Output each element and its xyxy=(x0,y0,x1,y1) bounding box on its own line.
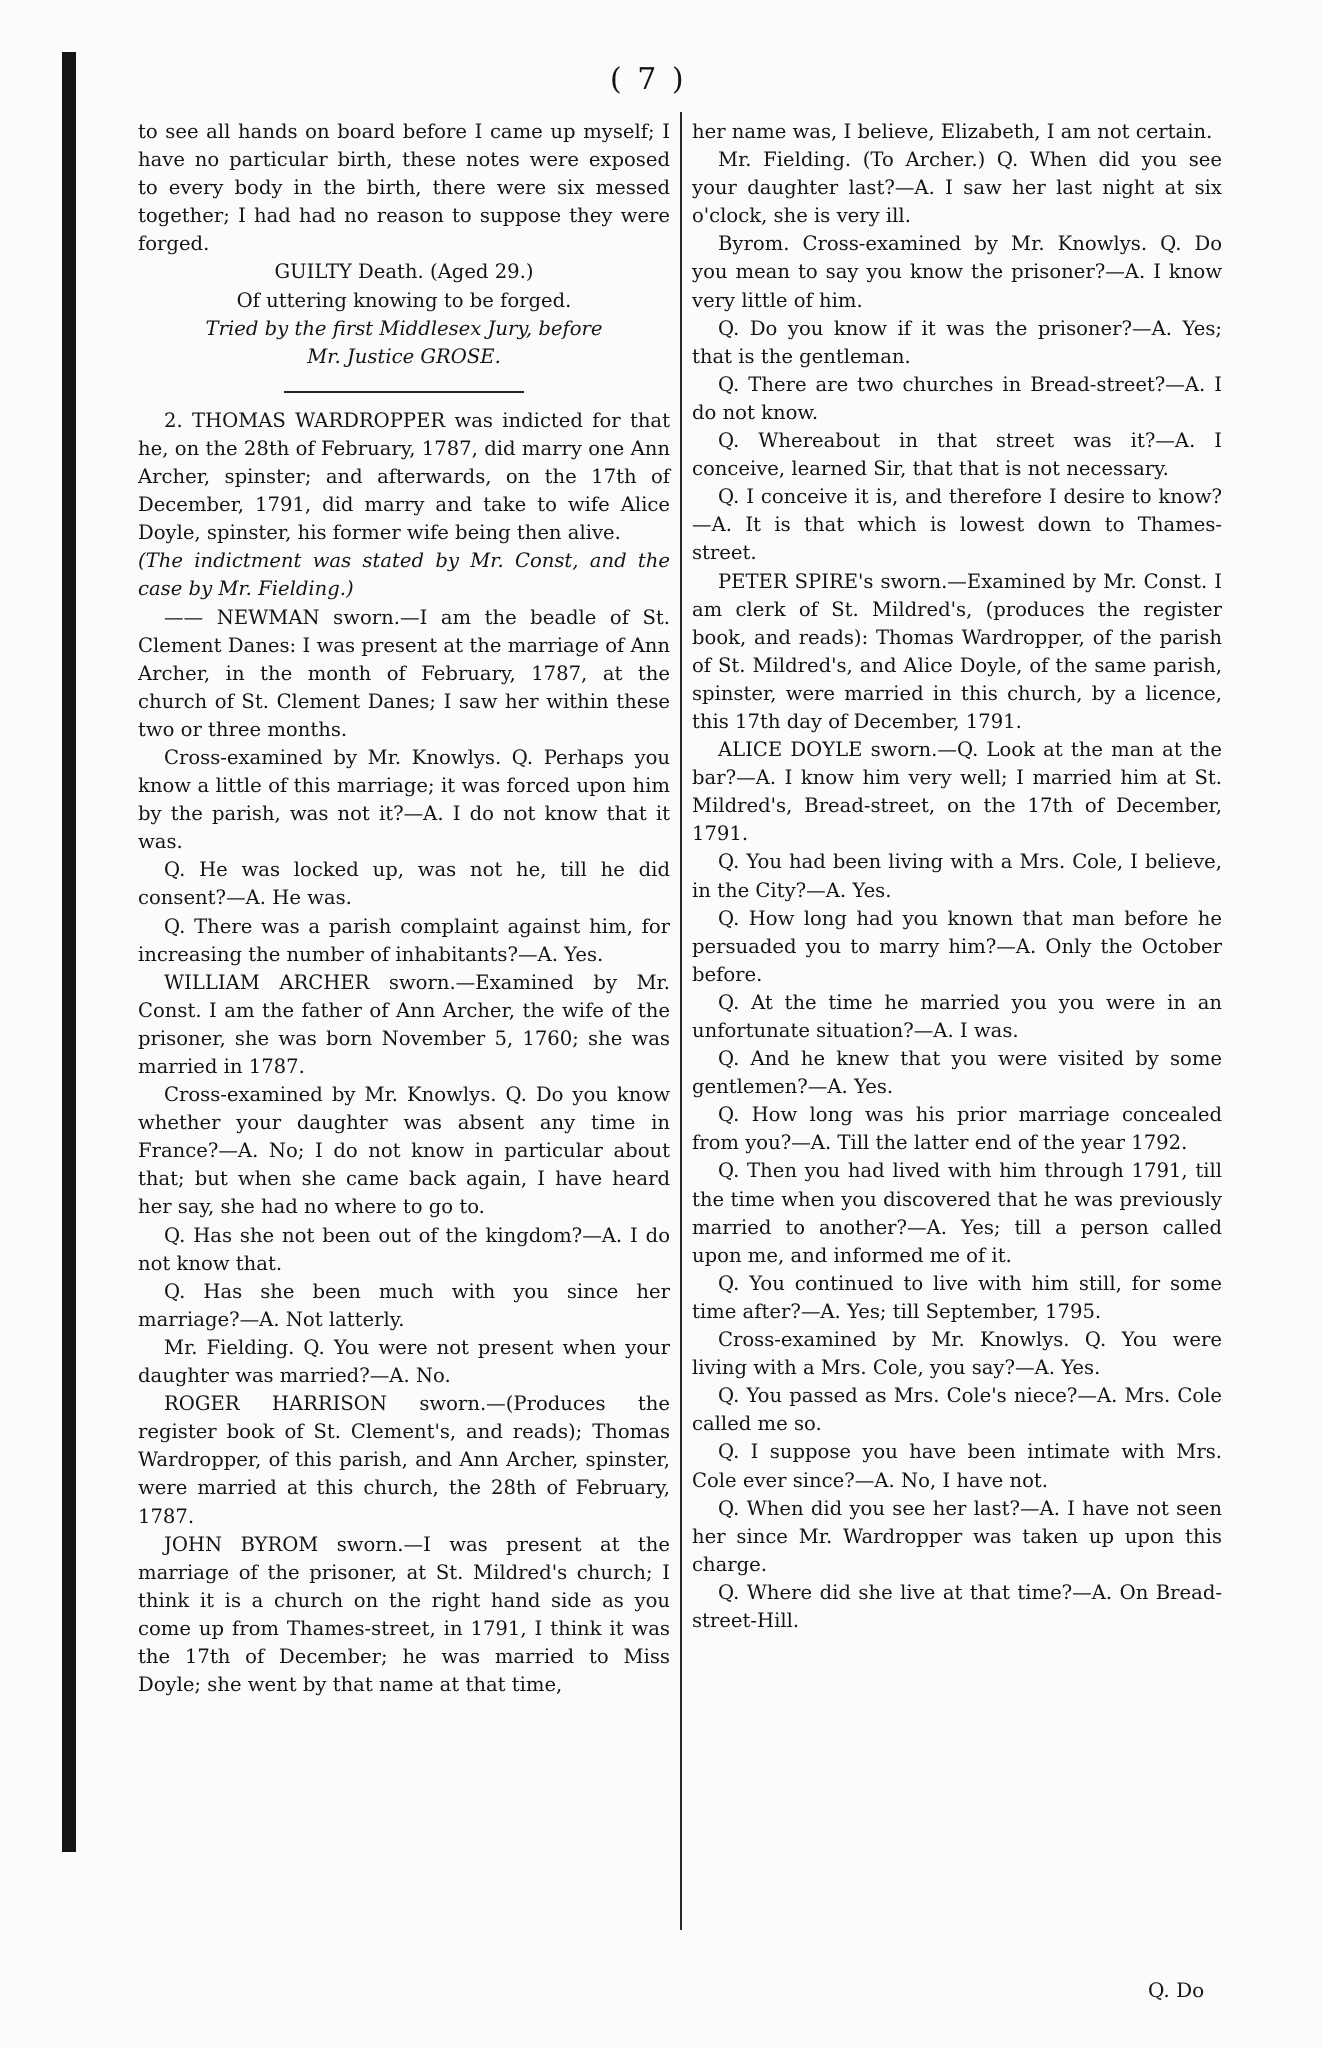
paragraph: ALICE DOYLE sworn.—Q. Look at the man at the bar?—A. I know him very well; I married him at St. Mildred's, Bread-street, on the 17th of December, 1791. xyxy=(692,738,1222,846)
paragraph: to see all hands on board before I came up myself; I have no particular birth, these notes were exposed to every body in the birth, there were six messed together; I had had no reason to suppose they were forged. xyxy=(138,120,670,256)
paragraph: Q. When did you see her last?—A. I have not seen her since Mr. Wardropper was taken up upon this charge. xyxy=(692,1496,1222,1576)
paragraph: Q. You passed as Mrs. Cole's niece?—A. Mrs. Cole called me so. xyxy=(692,1384,1222,1436)
statement-note: (The indictment was stated by Mr. Const, and the case by Mr. Fielding.) xyxy=(138,549,670,601)
paragraph: Q. There are two churches in Bread-street?—A. I do not know. xyxy=(692,372,1222,424)
paragraph: Q. There was a parish complaint against him, for increasing the number of inhabitants?—A. Yes. xyxy=(138,914,670,966)
paragraph: Q. He was locked up, was not he, till he did consent?—A. He was. xyxy=(138,858,670,910)
paragraph: Q. Then you had lived with him through 1791, till the time when you discovered that he was previously married to another?—A. Yes; till a person called upon me, and informed me of it. xyxy=(692,1159,1222,1267)
left-column xyxy=(138,118,670,1699)
catchword: Q. Do xyxy=(1148,1978,1205,2002)
paragraph: her name was, I believe, Elizabeth, I am not certain. xyxy=(692,120,1213,143)
paragraph: Q. You continued to live with him still, for some time after?—A. Yes; till September, 1795. xyxy=(692,1271,1222,1323)
paragraph: Q. I suppose you have been intimate with Mrs. Cole ever since?—A. No, I have not. xyxy=(692,1440,1222,1492)
paragraph: Q. You had been living with a Mrs. Cole, I believe, in the City?—A. Yes. xyxy=(692,850,1222,902)
paragraph: Q. Whereabout in that street was it?—A. I conceive, learned Sir, that that is not necessary. xyxy=(692,429,1222,481)
paragraph: JOHN BYROM sworn.—I was present at the marriage of the prisoner, at St. Mildred's church; I think it is a church on the right hand side as you come up from Thames-street, in 1791, I think it was the 17th of December; he was married to Miss Doyle; she went by that name at that time, xyxy=(138,1532,670,1697)
paragraph: Q. I conceive it is, and therefore I desire to know?—A. It is that which is lowest down to Thames-street. xyxy=(692,485,1222,565)
paragraph: Mr. Fielding. (To Archer.) Q. When did you see your daughter last?—A. I saw her last night at six o'clock, she is very ill. xyxy=(692,148,1222,228)
judge: Mr. Justice GROSE. xyxy=(307,344,501,368)
paragraph: Q. How long was his prior marriage concealed from you?—A. Till the latter end of the year 1792. xyxy=(692,1103,1222,1155)
paragraph: Q. Has she been much with you since her marriage?—A. Not latterly. xyxy=(138,1279,670,1331)
indictment: 2. THOMAS WARDROPPER was indicted for that he, on the 28th of February, 1787, did marry one Ann Archer, spinster; and afterwards, on the 17th of December, 1791, did marry and take to wife Alice Doyle, spinster, his former wife being then alive. xyxy=(138,408,670,545)
paragraph: Q. Has she not been out of the kingdom?—A. I do not know that. xyxy=(138,1223,670,1275)
right-column xyxy=(692,118,1222,1635)
paragraph: Cross-examined by Mr. Knowlys. Q. Perhaps you know a little of this marriage; it was forced upon him by the parish, was not it?—A. I do not know that it was. xyxy=(138,745,670,854)
paragraph: Cross-examined by Mr. Knowlys. Q. Do you know whether your daughter was absent any time in France?—A. No; I do not know in particular about that; but when she came back again, I have heard her say, she had no where to go to. xyxy=(138,1083,670,1219)
column-divider xyxy=(680,112,682,1930)
paragraph: Cross-examined by Mr. Knowlys. Q. You were living with a Mrs. Cole, you say?—A. Yes. xyxy=(692,1328,1222,1380)
offence: Of uttering knowing to be forged. xyxy=(236,288,572,312)
paragraph: Q. At the time he married you you were in an unfortunate situation?—A. I was. xyxy=(692,990,1222,1042)
paragraph: ROGER HARRISON sworn.—(Produces the register book of St. Clement's, and reads); Thomas Wardropper, of this parish, and Ann Archer, spinster, were married at this church, the 28th of February, 1787. xyxy=(138,1392,670,1528)
paragraph: Q. And he knew that you were visited by some gentlemen?—A. Yes. xyxy=(692,1047,1222,1099)
paragraph: Mr. Fielding. Q. You were not present when your daughter was married?—A. No. xyxy=(138,1335,670,1388)
page-number: ( 7 ) xyxy=(610,62,687,97)
paragraph: Byrom. Cross-examined by Mr. Knowlys. Q. Do you mean to say you know the prisoner?—A. I know very little of him. xyxy=(692,232,1222,312)
case-separator xyxy=(284,391,524,393)
paragraph: Q. Where did she live at that time?—A. On Bread-street-Hill. xyxy=(692,1580,1222,1632)
verdict: GUILTY Death. (Aged 29.) xyxy=(274,260,534,284)
binding-edge xyxy=(62,52,76,1852)
paragraph: WILLIAM ARCHER sworn.—Examined by Mr. Const. I am the father of Ann Archer, the wife of the prisoner, she was born November 5, 1760; she was married in 1787. xyxy=(138,970,670,1078)
paragraph: Q. How long had you known that man before he persuaded you to marry him?—A. Only the October before. xyxy=(692,906,1222,986)
paragraph: Q. Do you know if it was the prisoner?—A. Yes; that is the gentleman. xyxy=(692,316,1222,368)
paragraph: —— NEWMAN sworn.—I am the beadle of St. Clement Danes: I was present at the marriage of Ann Archer, in the month of February, 1787, at the church of St. Clement Danes; I saw her within these two or three months. xyxy=(138,605,670,741)
paragraph: PETER SPIRE's sworn.—Examined by Mr. Const. I am clerk of St. Mildred's, (produces the register book, and reads): Thomas Wardropper, of the parish of St. Mildred's, and Alice Doyle, of the same parish, spinster, were married in this church, by a licence, this 17th day of December, 1791. xyxy=(692,569,1222,733)
tried-by: Tried by the first Middlesex Jury, before xyxy=(205,316,603,340)
